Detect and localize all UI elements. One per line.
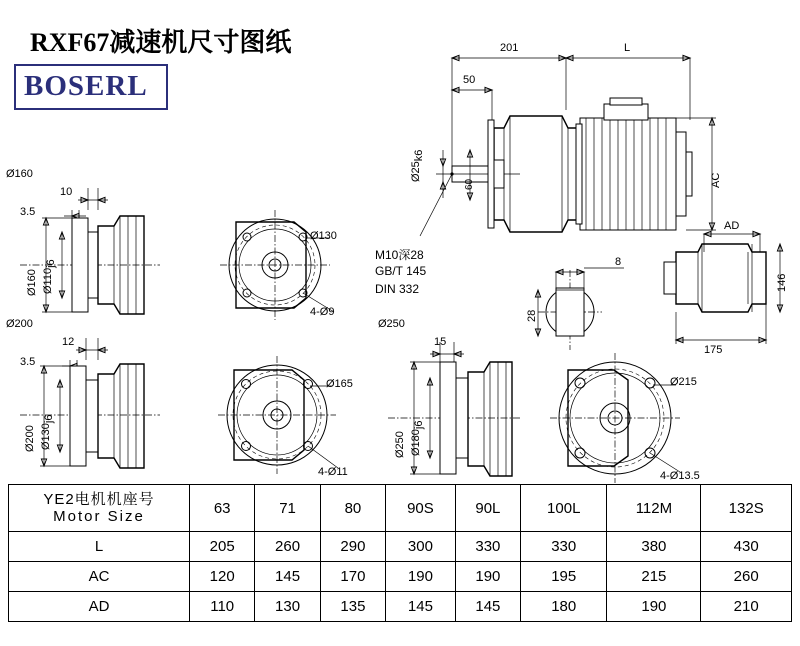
table-cell: 380 xyxy=(607,532,701,562)
dim-AD-label: AD xyxy=(724,220,740,232)
table-column-header: 63 xyxy=(190,485,255,532)
page-title: RXF67减速机尺寸图纸 xyxy=(30,28,292,57)
row-label: L xyxy=(9,532,190,562)
table-cell: 110 xyxy=(190,592,255,622)
flange250-outer-label: Ø250 xyxy=(378,318,405,330)
flange160-dim35-label: 3.5 xyxy=(20,206,36,218)
table-row xyxy=(9,562,792,592)
dim-shaft-label: Ø25k6 xyxy=(410,149,425,182)
table-column-header: 112M xyxy=(607,485,701,532)
dim-201-label: 201 xyxy=(500,42,519,54)
flange160-bore-label: Ø110j6 xyxy=(42,259,57,294)
dim-L-label: L xyxy=(624,42,631,54)
flange250-bore-tol: j6 xyxy=(413,420,425,430)
table-header-row xyxy=(9,485,792,532)
flange250-frontpcd-label: Ø215 xyxy=(670,376,697,388)
motor-size-table xyxy=(8,484,792,622)
table-header-cell: YE2电机机座号 Motor Size xyxy=(9,485,190,532)
table-cell: 145 xyxy=(455,592,520,622)
dim-AC-label: AC xyxy=(710,172,722,188)
flange160-dim10-label: 10 xyxy=(60,186,73,198)
flange160-frontpcd-label: Ø130 xyxy=(310,230,337,242)
table-cell: 210 xyxy=(701,592,792,622)
table-cell: 330 xyxy=(455,532,520,562)
table-cell: 190 xyxy=(607,592,701,622)
table-cell: 120 xyxy=(190,562,255,592)
dim-146-label: 146 xyxy=(776,273,788,292)
dim-60-label: 60 xyxy=(464,178,475,190)
table-column-header: 100L xyxy=(521,485,607,532)
table-cell: 300 xyxy=(386,532,456,562)
thread-note-line2: GB/T 145 xyxy=(375,264,427,278)
table-cell: 195 xyxy=(521,562,607,592)
table-cell: 135 xyxy=(320,592,385,622)
thread-note-line1: M10深28 xyxy=(375,248,424,262)
table-cell: 290 xyxy=(320,532,385,562)
flange250-dim15-label: 15 xyxy=(434,336,447,348)
key-dim-28-label: 28 xyxy=(526,309,538,322)
flange250-pcd-label: Ø250 xyxy=(394,431,406,458)
table-cell: 190 xyxy=(455,562,520,592)
row-label: AC xyxy=(9,562,190,592)
table-cell: 130 xyxy=(255,592,320,622)
table-cell: 180 xyxy=(521,592,607,622)
table-cell: 145 xyxy=(386,592,456,622)
dim-50-label: 50 xyxy=(463,74,476,86)
flange200-dim12-label: 12 xyxy=(62,336,75,348)
flange200-frontpcd-label: Ø165 xyxy=(326,378,353,390)
row-label: AD xyxy=(9,592,190,622)
flange250-holes-label: 4-Ø13.5 xyxy=(660,470,700,482)
key-dim-8-label: 8 xyxy=(615,256,622,268)
table-cell: 330 xyxy=(521,532,607,562)
table-body xyxy=(9,485,792,622)
flange200-bore-label: Ø130j6 xyxy=(40,414,55,450)
flange160-holes-label: 4-Ø9 xyxy=(310,306,335,318)
dim-175-label: 175 xyxy=(704,344,723,356)
thread-note-line3: DIN 332 xyxy=(375,282,420,296)
flange160-bore-tol: j6 xyxy=(45,259,57,268)
flange160-outer-label: Ø160 xyxy=(6,168,33,180)
table-cell: 260 xyxy=(701,562,792,592)
flange200-holes-label: 4-Ø11 xyxy=(318,466,348,478)
table-column-header: 80 xyxy=(320,485,385,532)
table-cell: 145 xyxy=(255,562,320,592)
shaft-tolerance: k6 xyxy=(413,149,425,162)
table-row xyxy=(9,592,792,622)
table-cell: 170 xyxy=(320,562,385,592)
table-column-header: 90S xyxy=(386,485,456,532)
flange200-bore-tol: j6 xyxy=(43,414,55,424)
table-column-header: 90L xyxy=(455,485,520,532)
flange200-pcd-label: Ø200 xyxy=(24,425,36,452)
table-cell: 190 xyxy=(386,562,456,592)
table-cell: 430 xyxy=(701,532,792,562)
table-column-header: 132S xyxy=(701,485,792,532)
table-cell: 215 xyxy=(607,562,701,592)
table-cell: 260 xyxy=(255,532,320,562)
flange200-outer-label: Ø200 xyxy=(6,318,33,330)
table-row xyxy=(9,532,792,562)
table-column-header: 71 xyxy=(255,485,320,532)
flange160-pcd-label: Ø160 xyxy=(26,269,38,296)
flange200-dim35-label: 3.5 xyxy=(20,356,36,368)
logo-text: BOSERL xyxy=(24,70,148,102)
table-cell: 205 xyxy=(190,532,255,562)
flange250-bore-label: Ø180j6 xyxy=(410,420,425,456)
